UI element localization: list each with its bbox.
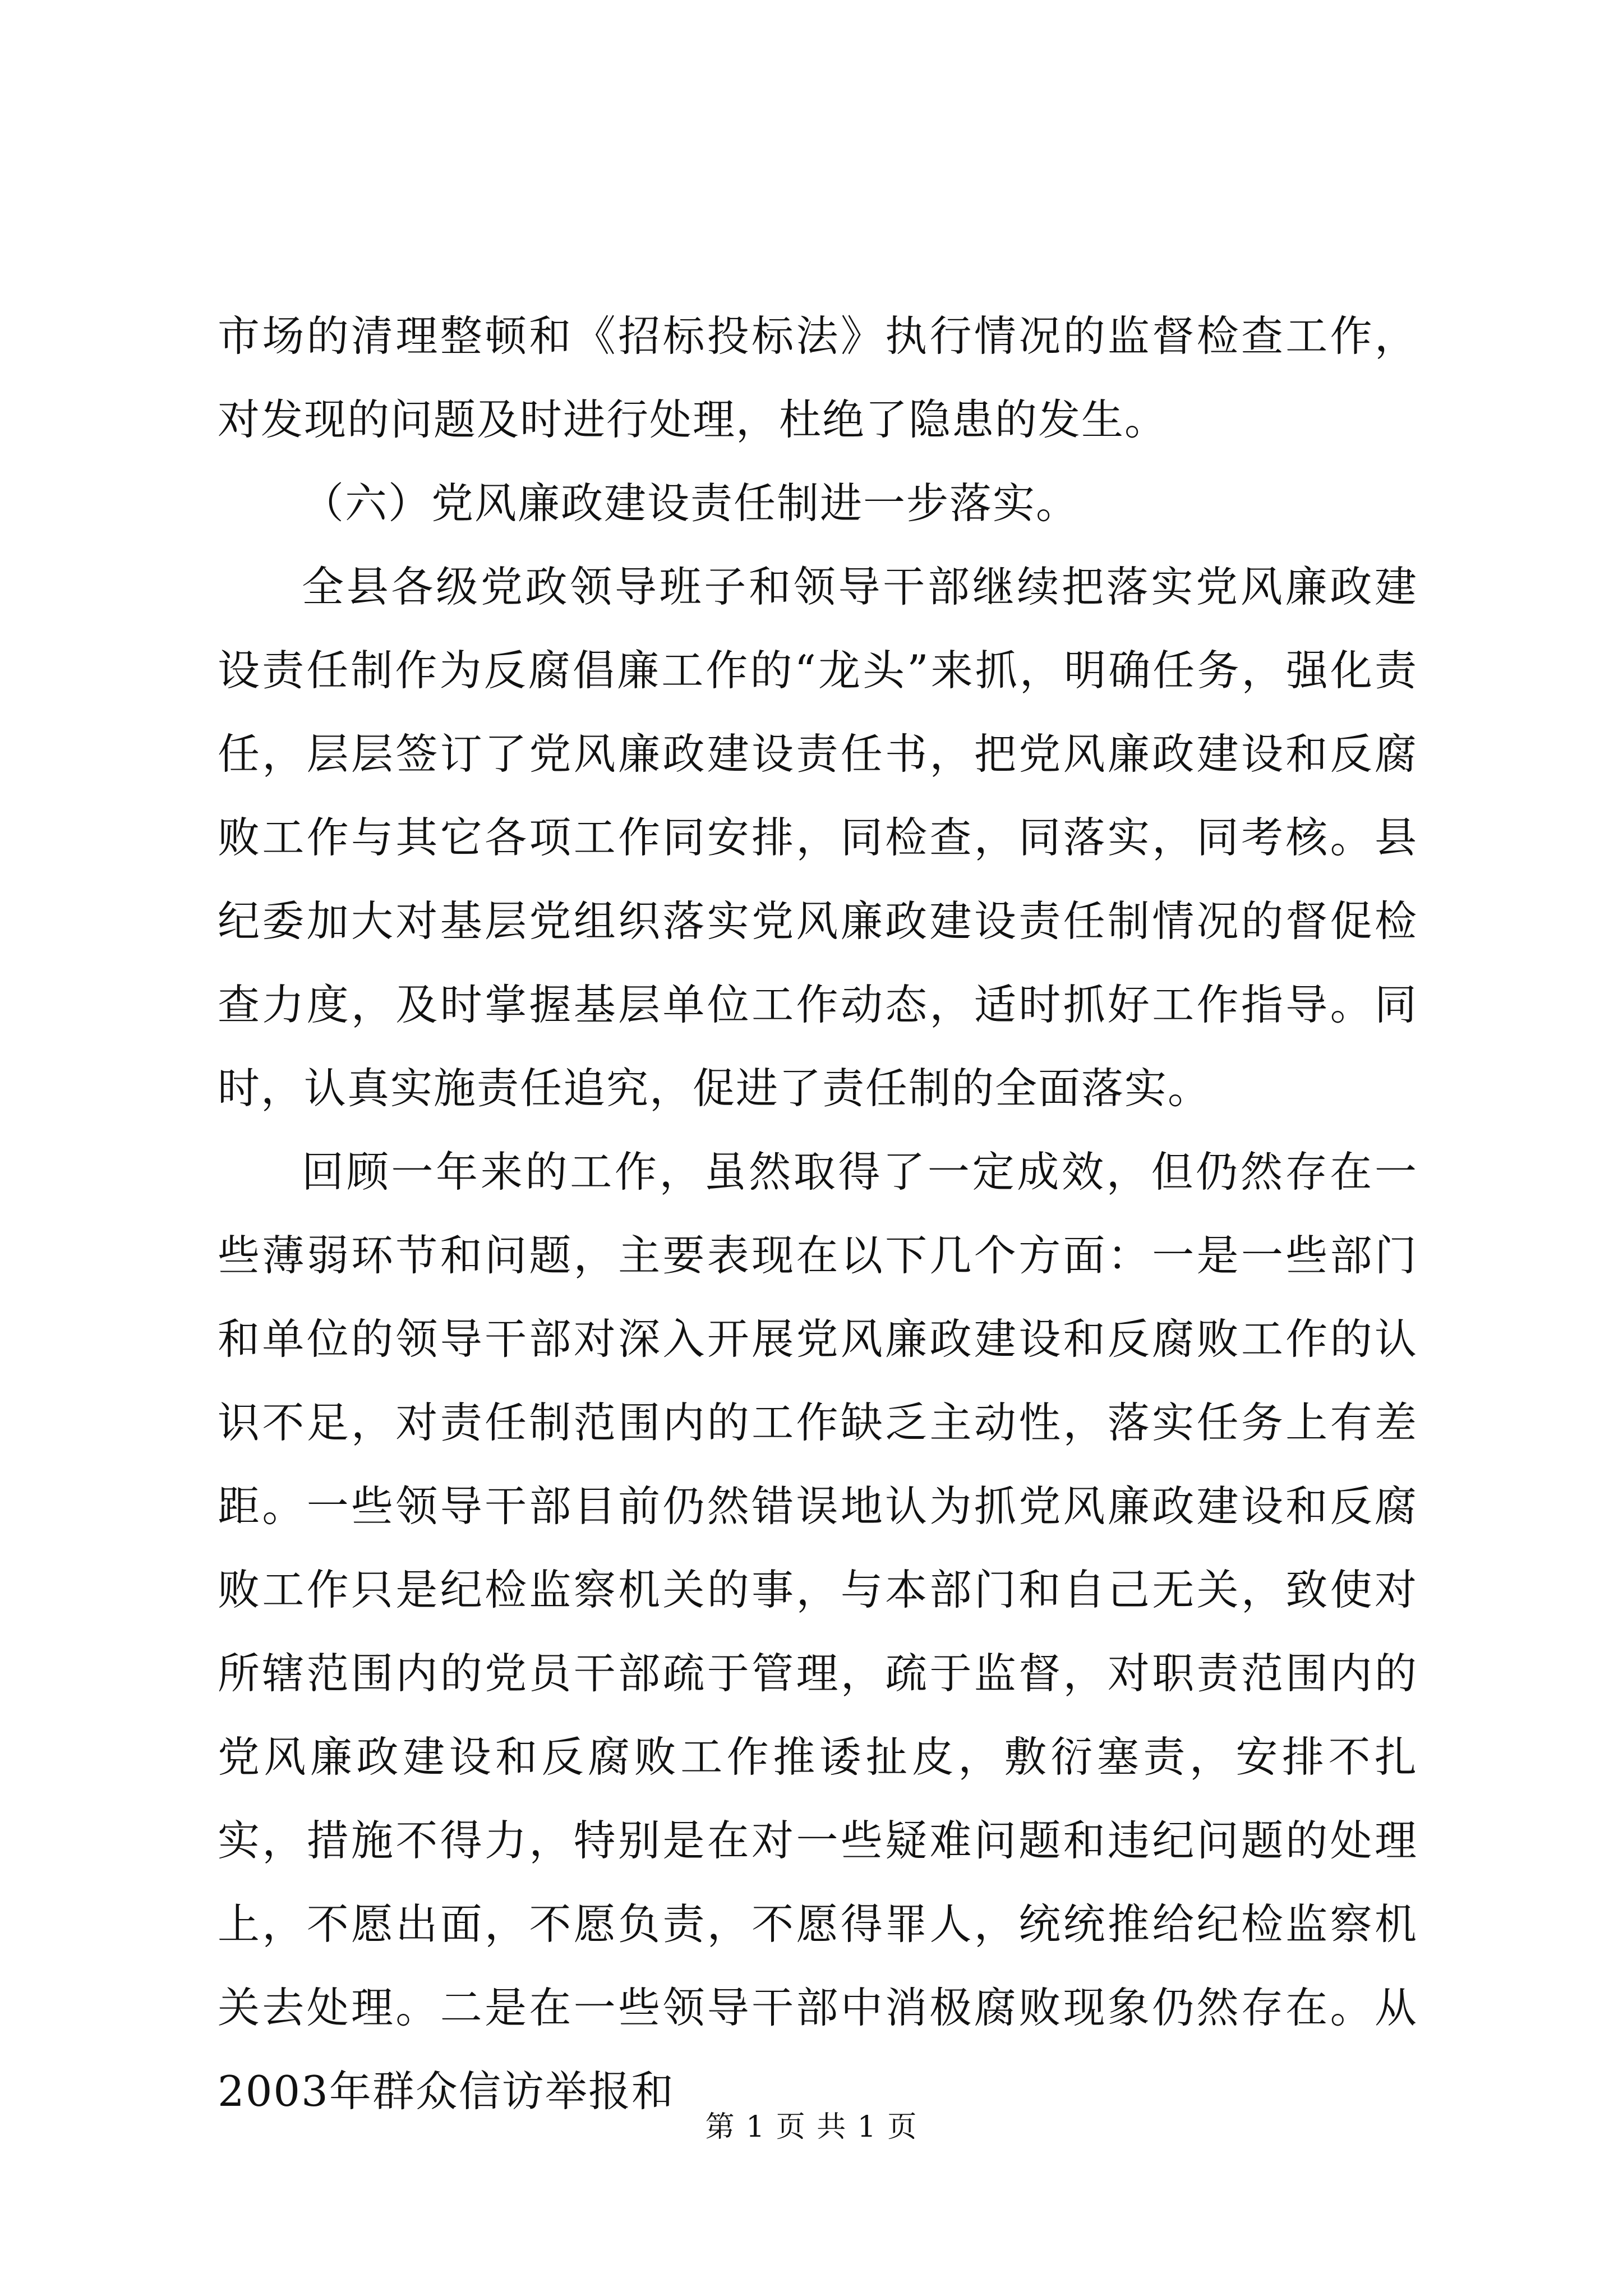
paragraph-continued-text: 市场的清理整顿和《招标投标法》执行情况的监督检查工作，对发现的问题及时进行处理，杜绝了隐患的发生。: [218, 311, 1418, 444]
section-heading-six: （六）党风廉政建设责任制进一步落实。: [302, 478, 1080, 528]
paragraph-responsibility-system: 全县各级党政领导班子和领导干部继续把落实党风廉政建设责任制作为反腐倡廉工作的“龙头”来抓，明确任务，强化责任，层层签订了党风廉政建设责任书，把党风廉政建设和反腐败工作与其它各项工作同安排，同检查，同落实，同考核。县纪委加大对基层党组织落实党风廉政建设责任制情况的督促检查力度，及时掌握基层单位工作动态，适时抓好工作指导。同时，认真实施责任追究，促进了责任制的全面落实。: [218, 562, 1418, 1113]
paragraph-review-problems: 回顾一年来的工作，虽然取得了一定成效，但仍然存在一些薄弱环节和问题，主要表现在以下几个方面：一是一些部门和单位的领导干部对深入开展党风廉政建设和反腐败工作的认识不足，对责任制范围内的工作缺乏主动性，落实任务上有差距。一些领导干部目前仍然错误地认为抓党风廉政建设和反腐败工作只是纪检监察机关的事，与本部门和自己无关，致使对所辖范围内的党员干部疏于管理，疏于监督，对职责范围内的党风廉政建设和反腐败工作推诿扯皮，敷衍塞责，安排不扎实，措施不得力，特别是在对一些疑难问题和违纪问题的处理上，不愿出面，不愿负责，不愿得罪人，统统推给纪检监察机关去处理。二是在一些领导干部中消极腐败现象仍然存在。从2003年群众信访举报和: [218, 1147, 1418, 2116]
page-footer: 第 1 页 共 1 页: [705, 2110, 918, 2144]
document-body: [218, 295, 1418, 2133]
